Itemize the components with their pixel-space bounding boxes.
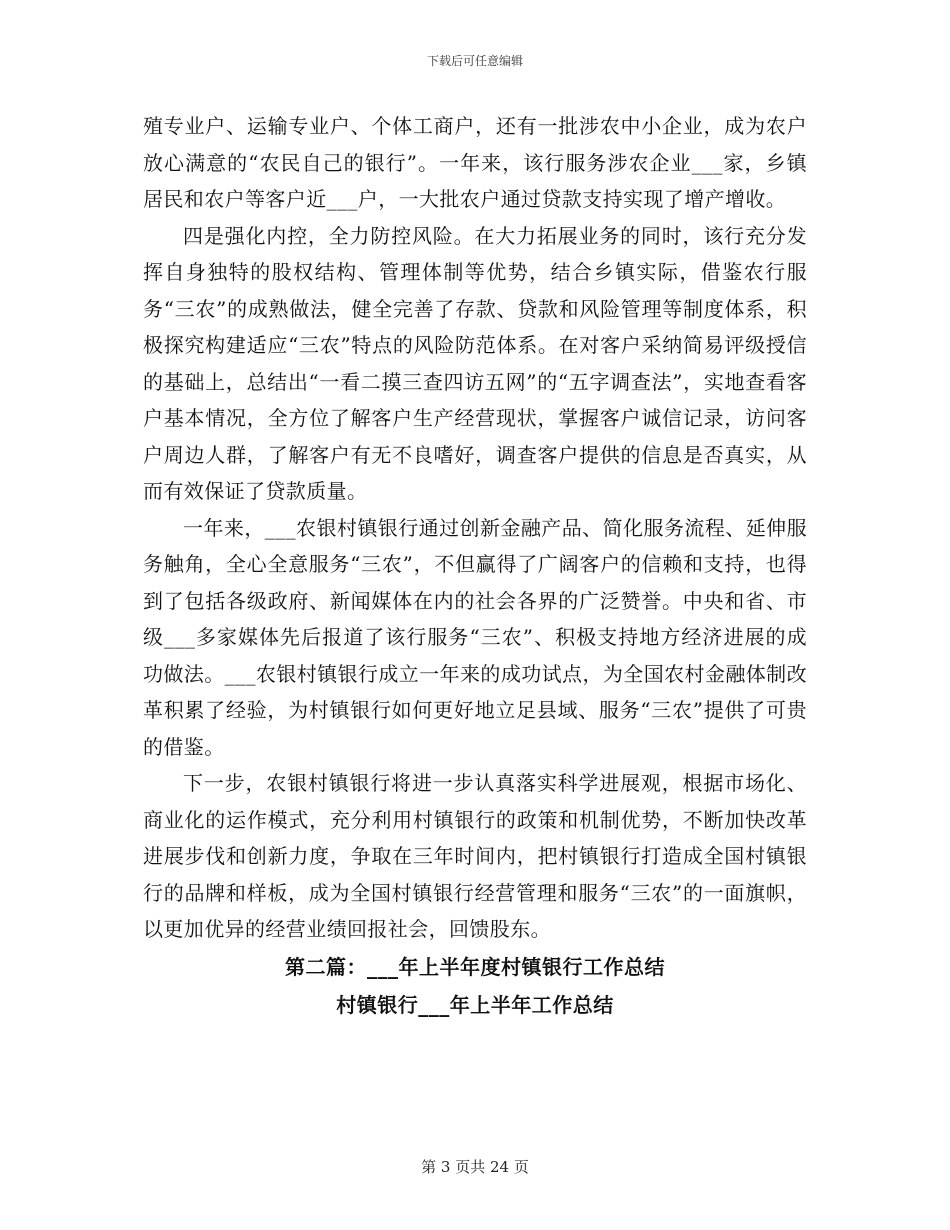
section-subtitle: 村镇银行___年上半年工作总结: [336, 992, 614, 1017]
paragraph-next-steps: 下一步，农银村镇银行将进一步认真落实科学进展观，根据市场化、商业化的运作模式，充分利用村镇银行的政策和机制优势，不断加快改革进展步伐和创新力度，争取在三年时间内，把村镇银行打造成全国村镇银行的品牌和样板，成为全国村镇银行经营管理和服务“三农”的一面旗帜，以更加优异的经营业绩回报社会，回馈股东。: [143, 771, 807, 941]
paragraph-risk-control: 四是强化内控，全力防控风险。在大力拓展业务的同时，该行充分发挥自身独特的股权结构、管理体制等优势，结合乡镇实际，借鉴农行服务“三农”的成熟做法，健全完善了存款、贷款和风险管理等制度体系，积极探究构建适应“三农”特点的风险防范体系。在对客户采纳简易评级授信的基础上，总结出“一看二摸三查四访五网”的“五字调查法”，实地查看客户基本情况，全方位了解客户生产经营现状，掌握客户诚信记录，访问客户周边人群，了解客户有无不良嗜好，调查客户提供的信息是否真实，从而有效保证了贷款质量。: [143, 223, 807, 503]
section-title: 第二篇：___年上半年度村镇银行工作总结: [285, 954, 665, 979]
page-number: 第 3 页共 24 页: [421, 1158, 529, 1176]
page-header-note: 下载后可任意编辑: [426, 54, 523, 68]
document-body: [143, 108, 807, 1023]
paragraph-continuation: 殖专业户、运输专业户、个体工商户，还有一批涉农中小企业，成为农户放心满意的“农民自己的银行”。一年来，该行服务涉农企业___家，乡镇居民和农户等客户近___户，一大批农户通过贷款支持实现了增产增收。: [143, 114, 807, 211]
paragraph-year-review: 一年来，___农银村镇银行通过创新金融产品、简化服务流程、延伸服务触角，全心全意服务“三农”，不但赢得了广阔客户的信赖和支持，也得到了包括各级政府、新闻媒体在内的社会各界的广泛赞誉。中央和省、市级___多家媒体先后报道了该行服务“三农”、积极支持地方经济进展的成功做法。___农银村镇银行成立一年来的成功试点，为全国农村金融体制改革积累了经验，为村镇银行如何更好地立足县域、服务“三农”提供了可贵的借鉴。: [143, 515, 807, 759]
